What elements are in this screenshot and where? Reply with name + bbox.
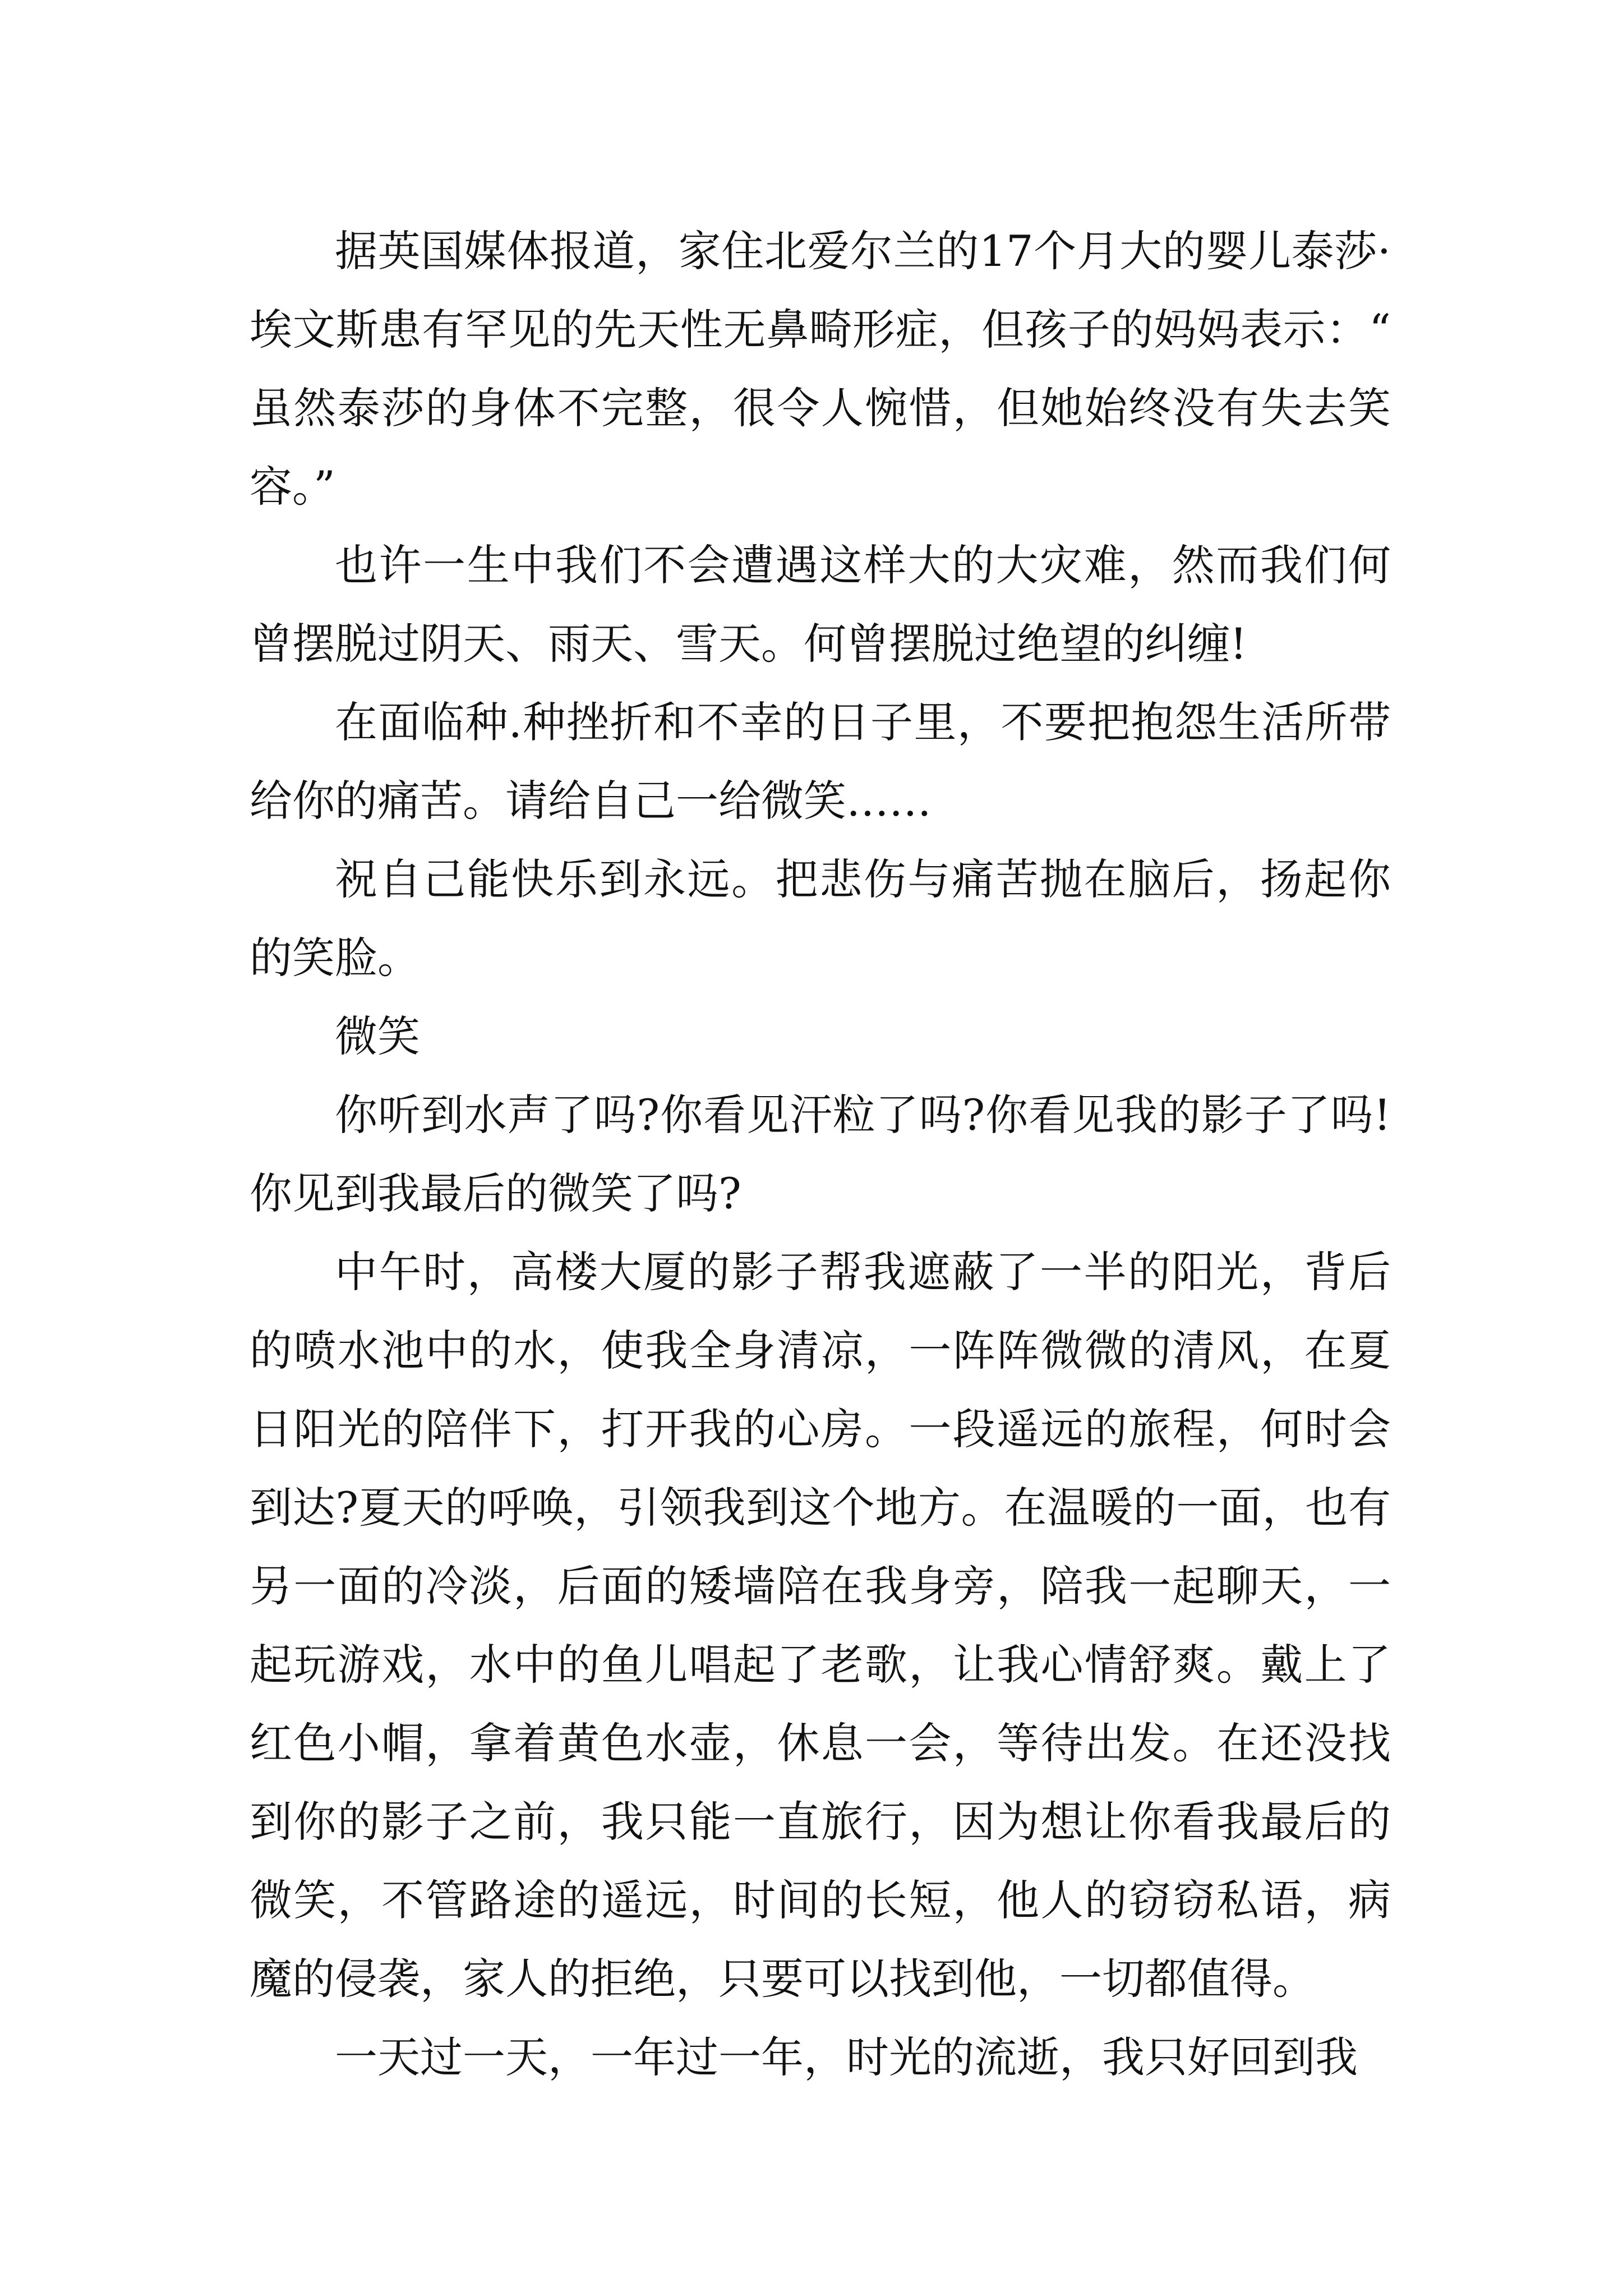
paragraph-wish: 祝自己能快乐到永远。把悲伤与痛苦抛在脑后，扬起你的笑脸。 <box>250 854 1391 983</box>
paragraph-setbacks: 在面临种.种挫折和不幸的日子里，不要把抱怨生活所带给你的痛苦。请给自己一给微笑…… <box>250 697 1391 826</box>
paragraph-noon: 中午时，高楼大厦的影子帮我遮蔽了一半的阳光，背后的喷水池中的水，使我全身清凉，一阵阵微微的清风，在夏日阳光的陪伴下，打开我的心房。一段遥远的旅程，何时会到达?夏天的呼唤，引领我到这个地方。在温暖的一面，也有另一面的冷淡，后面的矮墙陪在我身旁，陪我一起聊天，一起玩游戏，水中的鱼儿唱起了老歌，让我心情舒爽。戴上了红色小帽，拿着黄色水壶，休息一会，等待出发。在还没找到你的影子之前，我只能一直旅行，因为想让你看我最后的微笑，不管路途的遥远，时间的长短，他人的窃窃私语，病魔的侵袭，家人的拒绝，只要可以找到他，一切都值得。 <box>250 1247 1391 2004</box>
paragraph-news-report: 据英国媒体报道，家住北爱尔兰的17个月大的婴儿泰莎·埃文斯患有罕见的先天性无鼻畸形症，但孩子的妈妈表示：“虽然泰莎的身体不完整，很令人惋惜，但她始终没有失去笑容。” <box>250 226 1391 512</box>
document-body <box>250 212 1391 2097</box>
paragraph-questions: 你听到水声了吗?你看见汗粒了吗?你看见我的影子了吗!你见到我最后的微笑了吗? <box>250 1090 1391 1218</box>
paragraph-disaster: 也许一生中我们不会遭遇这样大的大灾难，然而我们何曾摆脱过阴天、雨天、雪天。何曾摆脱过绝望的纠缠! <box>250 540 1391 669</box>
section-heading-smile: 微笑 <box>335 1011 420 1061</box>
paragraph-time-passing: 一天过一天，一年过一年，时光的流逝，我只好回到我 <box>335 2032 1358 2082</box>
